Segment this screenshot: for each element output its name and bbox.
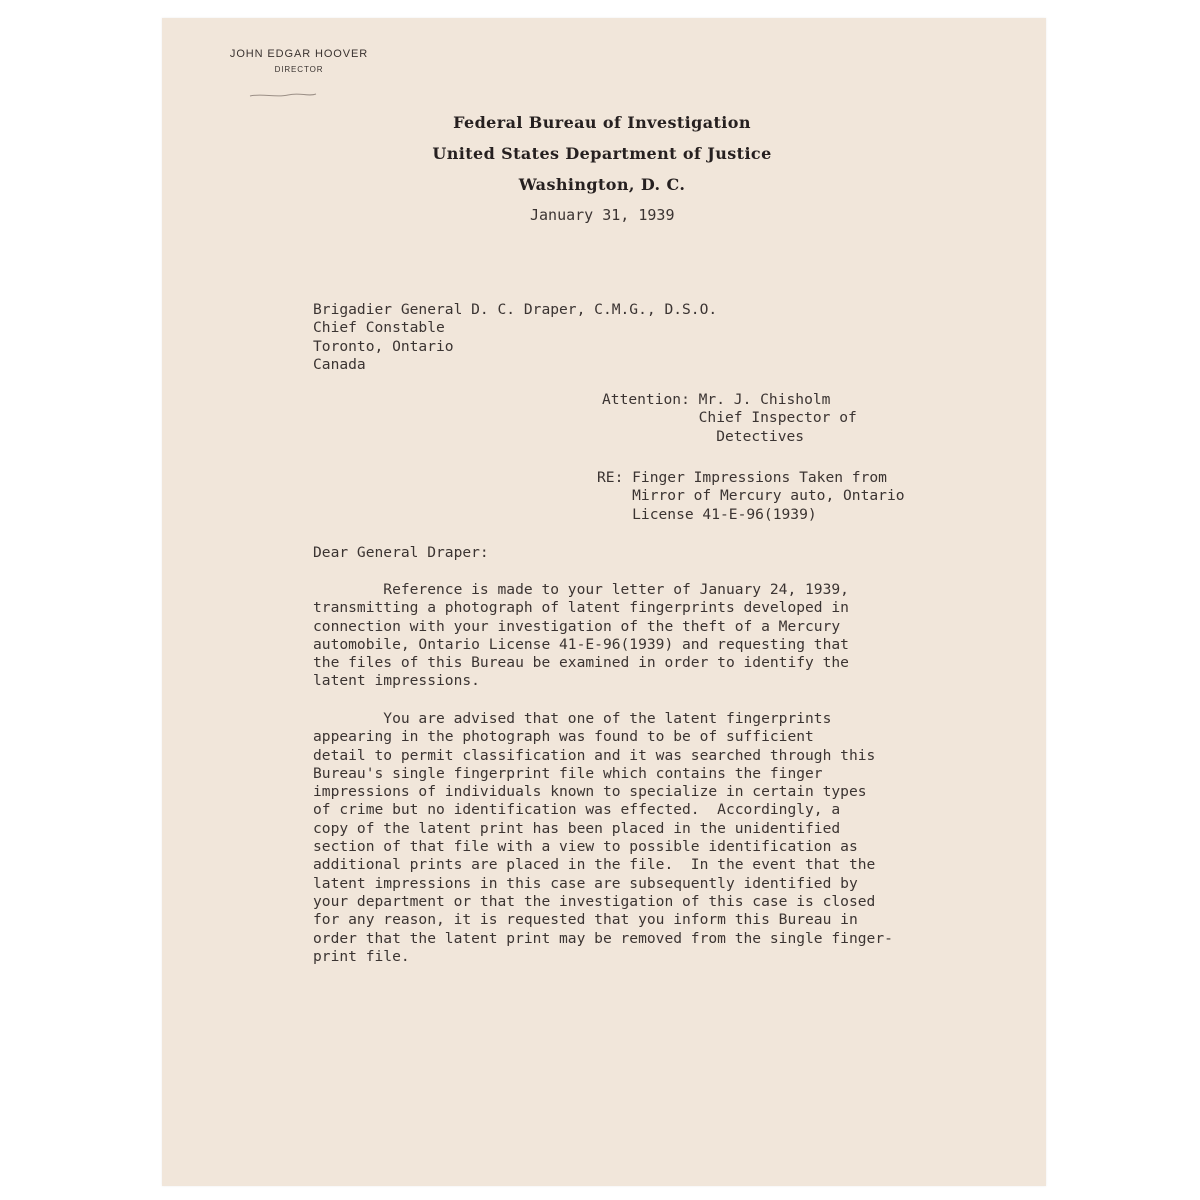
letter-page [162,18,1046,1186]
recipient-line: Chief Constable [313,319,445,337]
recipient-address [313,301,717,374]
paragraph-line: You are advised that one of the latent fingerprints [313,710,832,727]
paragraph-2 [313,710,893,966]
subject-block [597,469,905,524]
paragraph-line: of crime but no identification was effected. Accordingly, a [313,801,841,819]
paragraph-1 [313,581,849,691]
paragraph-line: latent impressions. [313,672,480,690]
paragraph-line: impressions of individuals known to specialize in certain types [313,783,867,801]
paragraph-line: appearing in the photograph was found to be of sufficient [313,728,814,746]
recipient-line: Toronto, Ontario [313,337,454,355]
paragraph-line: order that the latent print may be removed from the single finger- [313,929,893,947]
paragraph-line: copy of the latent print has been placed in the unidentified [313,819,841,837]
paragraph-line: detail to permit classification and it was searched through this [313,746,876,764]
subject-line: Mirror of Mercury auto, Ontario [597,487,905,505]
paragraph-line: the files of this Bureau be examined in order to identify the [313,654,849,672]
paragraph-line: your department or that the investigation of this case is closed [313,892,876,910]
recipient-line: Canada [313,355,366,373]
subject-line: RE: Finger Impressions Taken from [597,469,887,486]
letterhead-line-2: United States Department of Justice [432,144,772,163]
attention-line: Attention: Mr. J. Chisholm [602,391,831,408]
letter-date: January 31, 1939 [530,206,675,224]
paragraph-line: print file. [313,947,410,965]
paragraph-line: for any reason, it is requested that you inform this Bureau in [313,911,858,929]
letterhead-line-1: Federal Bureau of Investigation [453,113,751,132]
paragraph-line: latent impressions in this case are subsequently identified by [313,874,858,892]
salutation: Dear General Draper: [313,544,489,561]
attention-block [602,391,857,446]
letterhead-line-3: Washington, D. C. [518,175,686,194]
paragraph-line: transmitting a photograph of latent fingerprints developed in [313,599,849,617]
paragraph-line: additional prints are placed in the file. In the event that the [313,856,876,874]
recipient-line: Brigadier General D. C. Draper, C.M.G., D.S.O. [313,301,718,318]
attention-line: Chief Inspector of [602,409,857,427]
paragraph-line: Reference is made to your letter of January 24, 1939, [313,581,849,598]
paragraph-line: section of that file with a view to possible identification as [313,838,858,856]
pencil-mark [248,88,318,102]
subject-line: License 41-E-96(1939) [597,505,817,523]
director-title: DIRECTOR [274,65,324,74]
director-name: JOHN EDGAR HOOVER [229,48,369,60]
paragraph-line: automobile, Ontario License 41-E-96(1939) and requesting that [313,635,849,653]
attention-line: Detectives [602,427,805,445]
paragraph-line: connection with your investigation of the theft of a Mercury [313,617,841,635]
paragraph-line: Bureau's single fingerprint file which contains the finger [313,764,823,782]
